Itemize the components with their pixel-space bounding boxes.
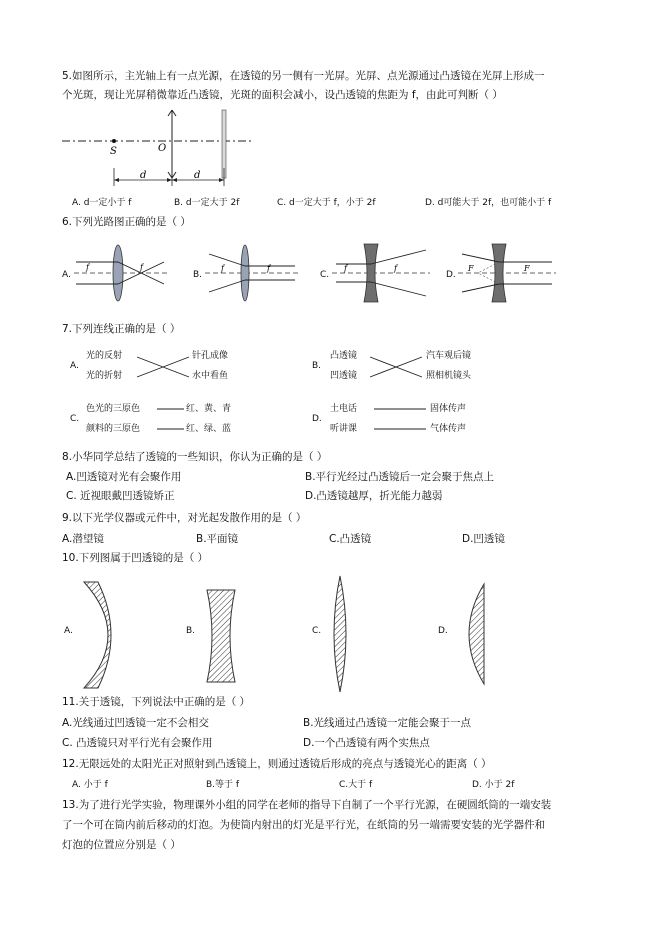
q7-option-c-label[interactable]: C. [70, 414, 80, 424]
q6-d-f-right: F [524, 264, 530, 273]
q8-stem: 8.小华同学总结了透镜的一些知识，你认为正确的是（ ） [62, 451, 328, 463]
q7-a-left-1: 光的反射 [86, 351, 123, 361]
q6-c-f-right: f [394, 264, 397, 273]
q12-stem: 12.无限远处的太阳光正对照射到凸透镜上，则通过透镜后形成的亮点与透镜光心的距离（ ） [62, 758, 492, 770]
q7-a-right-2: 水中看鱼 [192, 371, 229, 381]
q13-stem-line1: 13.为了进行光学实验，物理课外小组的同学在老师的指导下自制了一个平行光源，在硬圆纸筒的一端安装 [62, 799, 552, 811]
q9-option-d[interactable]: D.凹透镜 [462, 533, 505, 545]
q6-diagram-d [458, 240, 558, 306]
q7-c-right-1: 红、黄、青 [186, 404, 232, 414]
q7-d-right-2: 气体传声 [430, 424, 467, 434]
q5-figure [62, 108, 262, 190]
q12-option-a[interactable]: A. 小于 f [72, 780, 108, 790]
q6-option-c-label[interactable]: C. [320, 270, 330, 280]
q5-stem-line2: 个光斑，现让光屏稍微靠近凸透镜，光斑的面积会减小，设凸透镜的焦距为 f，由此可判断（ ） [62, 89, 503, 101]
q12-option-b[interactable]: B.等于 f [206, 780, 240, 790]
q6-b-f-left: f [221, 264, 224, 273]
q6-d-f-left: F [468, 264, 474, 273]
q6-diagram-b-svg [205, 240, 301, 306]
q6-diagram-a-svg [74, 240, 170, 306]
q8-option-a[interactable]: A.凹透镜对光有会聚作用 [66, 471, 182, 483]
q9-stem: 9.以下光学仪器或元件中，对光起发散作用的是（ ） [62, 512, 307, 524]
q7-option-b-label[interactable]: B. [312, 361, 322, 371]
q6-option-a-label[interactable]: A. [62, 270, 71, 280]
q9-option-c[interactable]: C.凸透镜 [329, 533, 372, 545]
q5-figure-svg [62, 108, 262, 190]
q7-d-right-1: 固体传声 [430, 404, 467, 414]
q11-option-d[interactable]: D.一个凸透镜有两个实焦点 [303, 737, 430, 749]
q5-option-d[interactable]: D. d可能大于 2f，也可能小于 f [425, 198, 552, 208]
q7-b-left-2: 凹透镜 [330, 371, 358, 381]
q7-a-connector [137, 355, 191, 379]
q6-diagram-c-svg [332, 240, 432, 306]
q10-lens-b [203, 588, 239, 684]
q6-c-f-left: f [344, 264, 347, 273]
q6-option-b-label[interactable]: B. [193, 270, 203, 280]
q7-c-connector [157, 406, 185, 430]
q12-option-c[interactable]: C.大于 f [339, 780, 373, 790]
q8-option-d[interactable]: D.凸透镜越厚，折光能力越弱 [305, 490, 443, 502]
q7-d-left-2: 听讲课 [330, 424, 358, 434]
q7-option-d-label[interactable]: D. [312, 414, 322, 424]
q10-lens-a [80, 580, 130, 690]
q5-option-c[interactable]: C. d一定大于 f，小于 2f [277, 198, 376, 208]
q6-a-f-left: f [86, 263, 89, 272]
q5-stem-line1: 5.如图所示，主光轴上有一点光源，在透镜的另一侧有一光屏。光屏、点光源通过凸透镜在光屏上形成一 [62, 70, 545, 82]
q5-point-s: S [110, 146, 117, 157]
q7-b-right-2: 照相机镜头 [426, 371, 472, 381]
q10-option-c-label[interactable]: C. [312, 626, 322, 636]
q11-option-a[interactable]: A.光线通过凹透镜一定不会相交 [62, 717, 209, 729]
q5-optical-center: O [158, 143, 167, 154]
q7-b-right-1: 汽车观后镜 [426, 351, 472, 361]
q7-b-left-1: 凸透镜 [330, 351, 358, 361]
q6-stem: 6.下列光路图正确的是（ ） [62, 216, 191, 228]
q7-option-a-label[interactable]: A. [70, 361, 79, 371]
q7-a-right-1: 针孔成像 [192, 351, 229, 361]
q7-c-left-2: 颜料的三原色 [86, 424, 141, 434]
q11-option-b[interactable]: B.光线通过凸透镜一定能会聚于一点 [303, 717, 472, 729]
q9-option-b[interactable]: B.平面镜 [196, 533, 239, 545]
q8-option-b[interactable]: B.平行光经过凸透镜后一定会聚于焦点上 [305, 471, 495, 483]
q13-stem-line3: 灯泡的位置应分别是（ ） [62, 839, 181, 851]
q6-b-f-right: f [267, 264, 270, 273]
q7-d-left-1: 土电话 [330, 404, 358, 414]
q10-option-b-label[interactable]: B. [186, 626, 196, 636]
q7-c-right-2: 红、绿、蓝 [186, 424, 232, 434]
q5-distance-d2: d [194, 170, 201, 181]
q13-stem-line2: 了一个可在筒内前后移动的灯泡。为使筒内射出的灯光是平行光，在纸筒的另一端需要安装的光学器件和 [62, 819, 545, 831]
q7-a-left-2: 光的折射 [86, 371, 123, 381]
q8-option-c[interactable]: C. 近视眼戴凹透镜矫正 [66, 490, 175, 502]
q6-diagram-a [74, 240, 170, 306]
q10-option-d-label[interactable]: D. [438, 626, 448, 636]
q7-c-left-1: 色光的三原色 [86, 404, 141, 414]
q12-option-d[interactable]: D. 小于 2f [472, 780, 515, 790]
q10-option-a-label[interactable]: A. [64, 626, 73, 636]
q6-diagram-d-svg [458, 240, 558, 306]
q6-diagram-c [332, 240, 432, 306]
q5-option-b[interactable]: B. d一定大于 2f [174, 198, 240, 208]
q6-diagram-b [205, 240, 301, 306]
q11-stem: 11.关于透镜，下列说法中正确的是（ ） [62, 696, 251, 708]
q7-stem: 7.下列连线正确的是（ ） [62, 323, 181, 335]
q11-option-c[interactable]: C. 凸透镜只对平行光有会聚作用 [62, 737, 213, 749]
q5-distance-d1: d [140, 170, 147, 181]
q6-option-d-label[interactable]: D. [446, 270, 456, 280]
q7-b-connector [370, 355, 424, 379]
q10-stem: 10.下列图属于凹透镜的是（ ） [62, 552, 209, 564]
q9-option-a[interactable]: A.潜望镜 [62, 533, 104, 545]
q10-lens-d [460, 582, 490, 686]
q5-option-a[interactable]: A. d一定小于 f [72, 198, 132, 208]
q10-lens-c [328, 574, 352, 694]
q7-d-connector [374, 406, 428, 430]
q6-a-f-right: f [140, 263, 143, 272]
